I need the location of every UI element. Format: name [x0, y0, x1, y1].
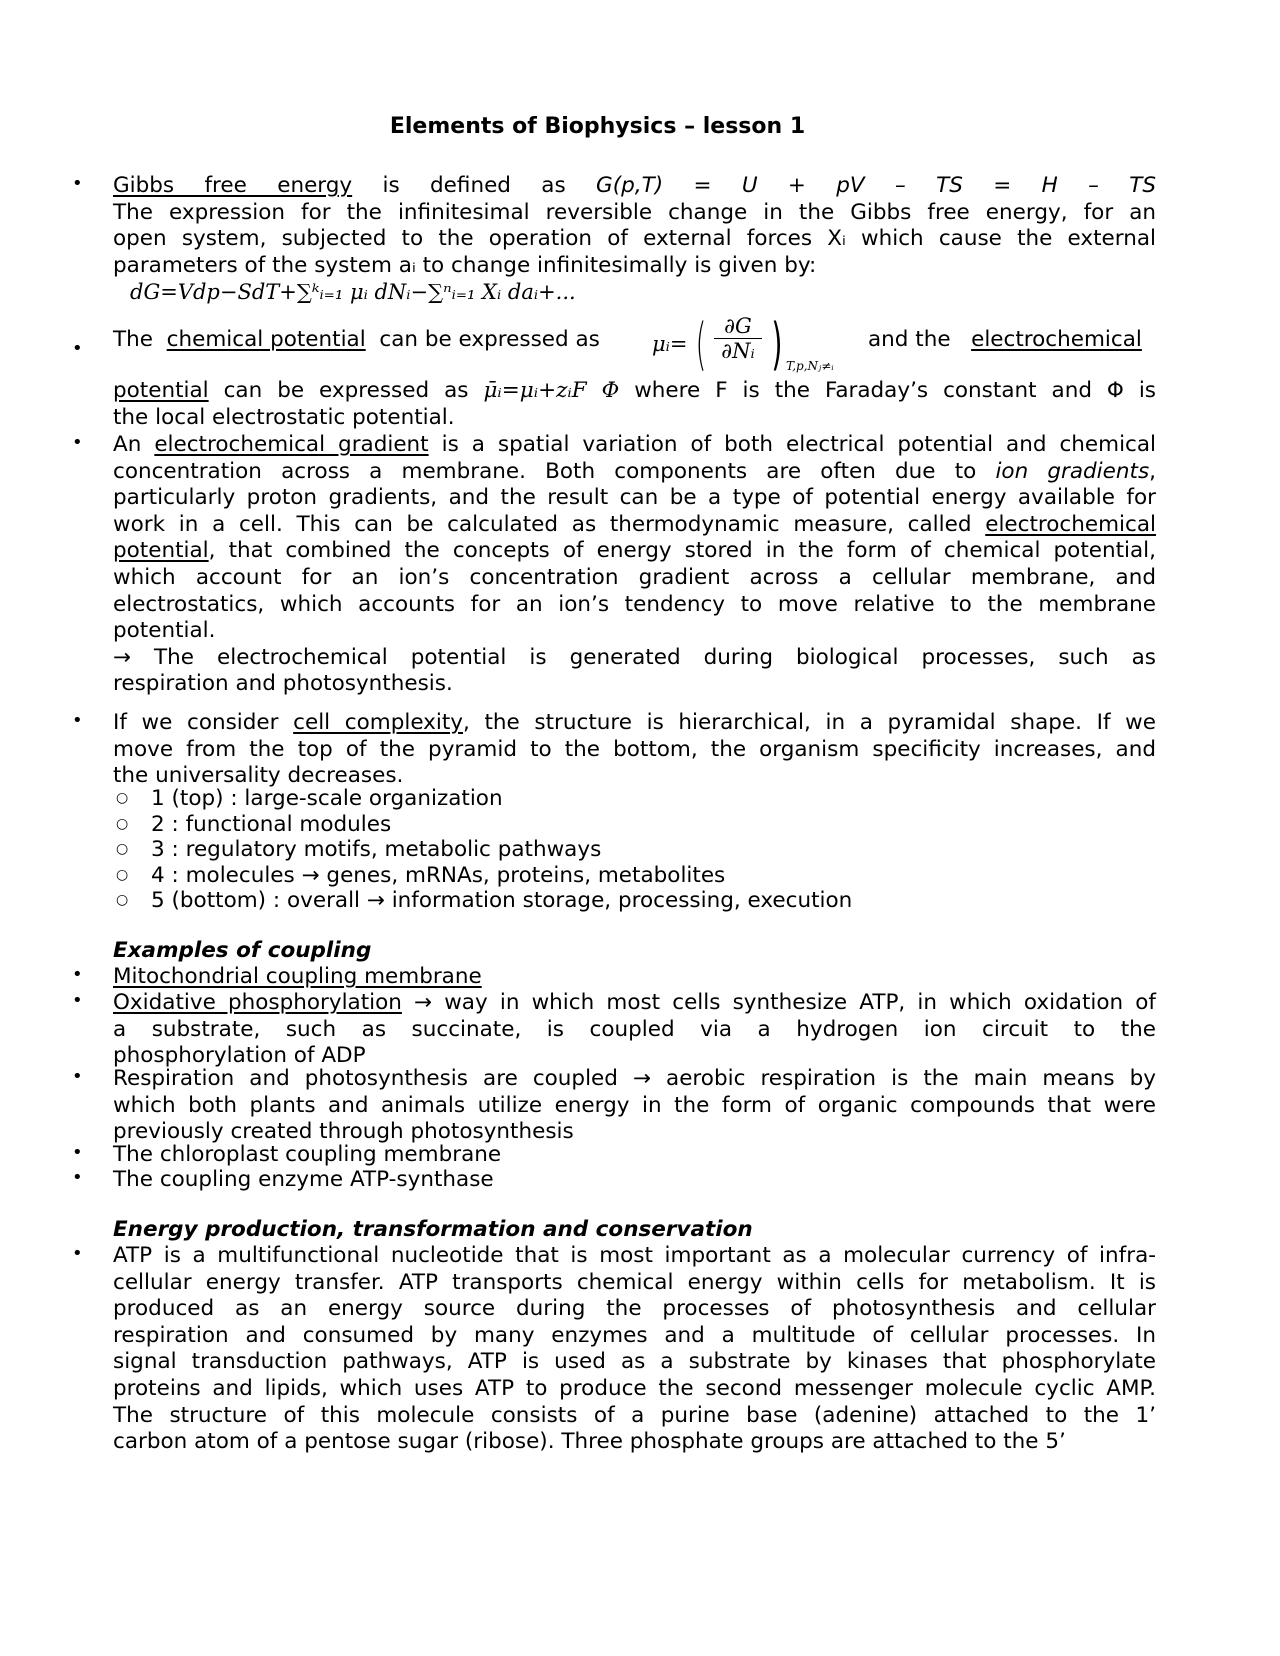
respiration-item: Respiration and photosynthesis are coupled → aerobic respiration is the main means by which both plants and animals utilize energy in the form of organic compounds that were previously created through photosynthesis	[113, 1066, 1156, 1145]
sub-bullet: ○	[116, 841, 129, 857]
gradient-paragraph: An electrochemical gradient is a spatial variation of both electrical potential and chemical concentration across a membrane. Both components are often due to ion gradients, particularly proton gradients, and the result can be a type of potential energy available for work in a cell. This can be calculated as thermodynamic measure, called electrochemical potential, that combined the concepts of energy stored in the form of chemical potential, which account for an ion’s concentration gradient across a cellular membrane, and electrostatics, which accounts for an ion’s tendency to move relative to the membrane potential. → The electrochemical potential is generated during biological processes, such as respiration and photosynthesis.	[113, 432, 1157, 697]
oxidative-link[interactable]: Oxidative phosphorylation	[113, 990, 402, 1015]
bullet: •	[72, 173, 83, 194]
page-title: Elements of Biophysics – lesson 1	[389, 114, 806, 139]
fraction-denominator: ∂Nᵢ	[721, 339, 755, 363]
bullet: •	[72, 990, 83, 1011]
sub-bullet: ○	[116, 892, 129, 908]
fraction-subscript: T,p,Nⱼ≠ᵢ	[786, 359, 834, 373]
electrochemical-potential-link[interactable]: electrochemical	[985, 511, 1156, 537]
chem-text-left: The chemical potential can be expressed as	[113, 327, 600, 352]
bullet: •	[72, 432, 83, 453]
level-item: 4 : molecules → genes, mRNAs, proteins, metabolites	[151, 863, 726, 888]
mito-item	[113, 964, 1156, 991]
chem-paragraph: potential can be expressed as μ̄ᵢ=μᵢ+zᵢF Φ where F is the Faraday’s constant and Φ is the local electrostatic potential.	[113, 378, 1157, 430]
energy-heading: Energy production, transformation and conservation	[113, 1217, 753, 1242]
gibbs-link[interactable]: Gibbs free energy	[113, 173, 353, 198]
sub-bullet: ○	[116, 867, 129, 883]
sub-bullet: ○	[116, 816, 129, 832]
gibbs-equation: dG=Vdp−SdT+∑ᵏᵢ₌₁ μᵢ dNᵢ−∑ⁿᵢ₌₁ Xᵢ daᵢ+...	[130, 280, 576, 304]
bullet: •	[72, 1243, 83, 1264]
left-paren: (	[695, 312, 707, 377]
potential-link-2[interactable]: potential	[113, 538, 209, 564]
mito-link[interactable]: Mitochondrial coupling membrane	[113, 964, 482, 989]
gibbs-definition: Gibbs free energy is defined as G(p,T) = U + pV – TS = H – TS	[113, 173, 1156, 198]
chemical-potential-link[interactable]: chemical potential	[166, 327, 366, 352]
level-item: 2 : functional modules	[151, 812, 392, 837]
level-item: 5 (bottom) : overall → information storage, processing, execution	[151, 888, 853, 913]
fraction-numerator: ∂G	[724, 314, 752, 338]
atp-paragraph: ATP is a multifunctional nucleotide that is most important as a molecular currency of infra- cellular energy transfer. ATP transports chemical energy within cells for metabolism. It is produced as an energy source during the processes of photosynthesis and cellular respiration and consumed by many enzymes and a multitude of cellular processes. In signal transduction pathways, ATP is used as a substrate by kinases that phosphorylate proteins and lipids, which uses ATP to produce the second messenger molecule cyclic AMP. The structure of this molecule consists of a purine base (adenine) attached to the 1’ carbon atom of a pentose sugar (ribose). Three phosphate groups are attached to the 5’	[113, 1243, 1156, 1455]
electrochemical-link[interactable]: electrochemical	[971, 327, 1142, 352]
bullet: •	[72, 964, 83, 985]
bullet: •	[72, 710, 83, 731]
electrochemical-equation: μ̄ᵢ=μᵢ+zᵢF Φ	[483, 378, 620, 403]
bullet: •	[72, 1066, 83, 1087]
bullet: •	[72, 338, 83, 359]
sub-bullet: ○	[116, 790, 129, 806]
electrochemical-gradient-link[interactable]: electrochemical gradient	[154, 432, 429, 457]
gibbs-paragraph	[113, 173, 1156, 279]
chloroplast-item: The chloroplast coupling membrane	[113, 1142, 502, 1167]
cell-complexity-link[interactable]: cell complexity	[293, 710, 464, 735]
level-item: 3 : regulatory motifs, metabolic pathways	[151, 837, 602, 862]
complexity-paragraph: If we consider cell complexity, the structure is hierarchical, in a pyramidal shape. If we move from the top of the pyramid to the bottom, the organism specificity increases, and the universality decreases.	[113, 710, 1156, 789]
gibbs-line: The expression for the infinitesimal reversible change in the Gibbs free energy, for an	[113, 199, 1156, 225]
potential-link[interactable]: potential	[113, 378, 209, 403]
level-item: 1 (top) : large-scale organization	[151, 786, 503, 811]
gibbs-formula: G(p,T) = U + pV – TS = H – TS	[596, 173, 1156, 198]
bullet: •	[72, 1142, 83, 1163]
coupling-heading: Examples of coupling	[113, 938, 372, 963]
gibbs-line: parameters of the system aᵢ to change infinitesimally is given by:	[113, 252, 817, 278]
oxidative-item: Oxidative phosphorylation → way in which most cells synthesize ATP, in which oxidation of a substrate, such as succinate, is coupled via a hydrogen ion circuit to the phosphorylation of ADP	[113, 990, 1156, 1069]
mu-symbol: μᵢ=	[652, 332, 688, 356]
fraction	[714, 314, 762, 363]
gibbs-line: open system, subjected to the operation of external forces Xᵢ which cause the external	[113, 226, 1156, 252]
enzyme-item: The coupling enzyme ATP-synthase	[113, 1167, 494, 1192]
right-paren: )	[771, 312, 783, 377]
chem-text-right: and the electrochemical	[868, 327, 1142, 352]
bullet: •	[72, 1167, 83, 1188]
